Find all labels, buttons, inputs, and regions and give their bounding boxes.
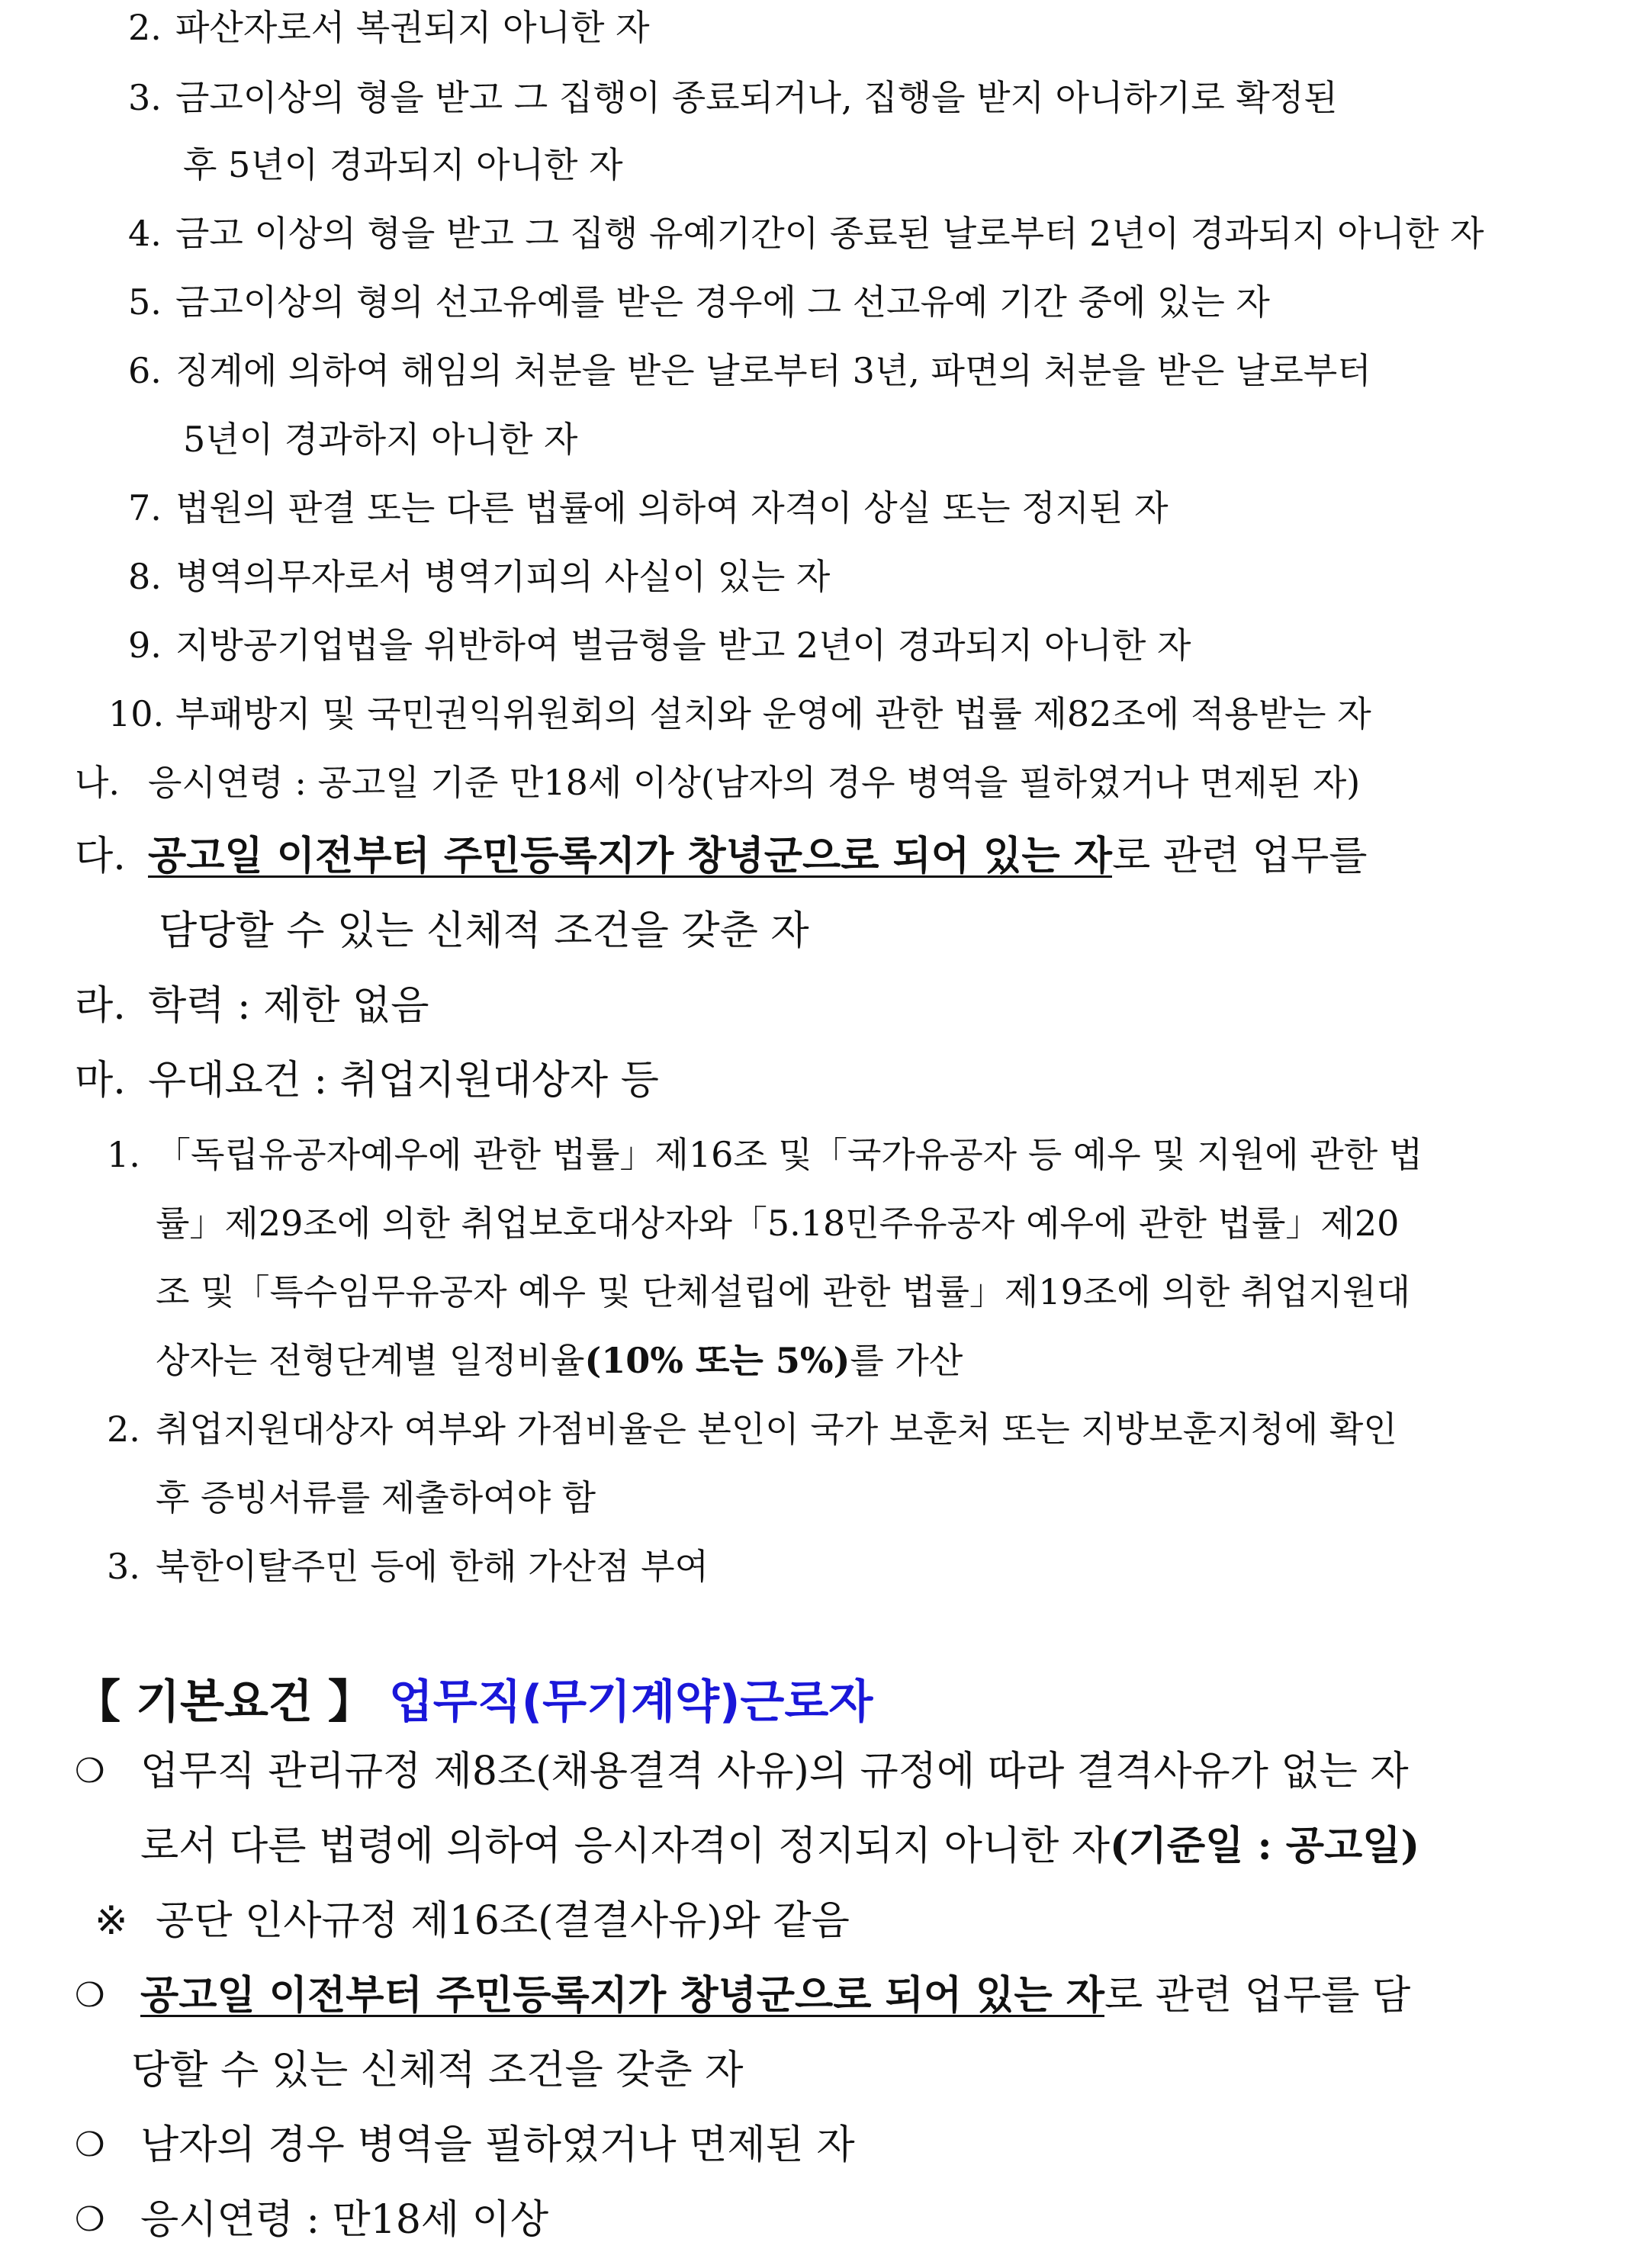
circle-bullet-icon: ❍ <box>75 1976 105 2015</box>
list-item: 6. 징계에 의하여 해임의 처분을 받은 날로부터 3년, 파면의 처분을 받은 날로부터 <box>128 350 1371 391</box>
item-ra: 라. 학력 : 제한 없음 <box>75 983 429 1029</box>
list-item: 8. 병역의무자로서 병역기피의 사실이 있는 자 <box>128 556 831 597</box>
list-item-continuation: 조 및「특수임무유공자 예우 및 단체설립에 관한 법률」제19조에 의한 취업지원대 <box>156 1271 1411 1312</box>
requirement-item: ❍ 공고일 이전부터 주민등록지가 창녕군으로 되어 있는 자 로 관련 업무를 담 <box>75 1971 1410 2021</box>
bracket-close: 】 <box>327 1675 374 1729</box>
list-item-continuation: 후 5년이 경과되지 아니한 자 <box>183 144 623 185</box>
circle-bullet-icon: ❍ <box>75 2125 105 2164</box>
residency-requirement: 공고일 이전부터 주민등록지가 창녕군으로 되어 있는 자 <box>148 833 1112 879</box>
note-item: ※ 공단 인사규정 제16조(결결사유)와 같음 <box>95 1896 850 1946</box>
section-heading <box>75 1672 873 1733</box>
list-item-continuation: 후 증빙서류를 제출하여야 함 <box>156 1477 596 1518</box>
section-subtitle: 업무직(무기계약)근로자 <box>388 1675 873 1729</box>
list-item: 3. 금고이상의 형을 받고 그 집행이 종료되거나, 집행을 받지 아니하기로 확정된 <box>128 77 1338 118</box>
list-item: 9. 지방공기업법을 위반하여 벌금형을 받고 2년이 경과되지 아니한 자 <box>128 625 1191 666</box>
item-ma: 마. 우대요건 : 취업지원대상자 등 <box>75 1058 659 1103</box>
item-na: 나. 응시연령 : 공고일 기준 만18세 이상(남자의 경우 병역을 필하였거나 면제된 자) <box>75 762 1361 803</box>
item-da: 다. 공고일 이전부터 주민등록지가 창녕군으로 되어 있는 자 로 관련 업무를 <box>75 831 1367 882</box>
list-item: 1. 「독립유공자예우에 관한 법률」제16조 및「국가유공자 등 예우 및 지원에 관한 법 <box>107 1134 1423 1175</box>
section-title: 기본요건 <box>136 1675 313 1729</box>
list-item-continuation: 상자는 전형단계별 일정비율 (10% 또는 5%) 를 가산 <box>156 1340 963 1381</box>
list-item-continuation: 률」제29조에 의한 취업보호대상자와「5.18민주유공자 예우에 관한 법률」제20 <box>156 1203 1400 1244</box>
list-item: 2. 취업지원대상자 여부와 가점비율은 본인이 국가 보훈처 또는 지방보훈지청에 확인 <box>107 1409 1397 1450</box>
requirement-item: ❍ 응시연령 : 만18세 이상 <box>75 2195 548 2245</box>
requirement-item: ❍ 업무직 관리규정 제8조(채용결격 사유)의 규정에 따라 결격사유가 없는 자 <box>75 1746 1409 1797</box>
list-item: 7. 법원의 판결 또는 다른 법률에 의하여 자격이 상실 또는 정지된 자 <box>128 487 1169 528</box>
requirement-continuation: 당할 수 있는 신체적 조건을 갖춘 자 <box>131 2048 744 2093</box>
bracket-open: 【 <box>75 1675 121 1729</box>
list-item-continuation: 5년이 경과하지 아니한 자 <box>183 419 578 460</box>
item-da-continuation: 담당할 수 있는 신체적 조건을 갖춘 자 <box>159 908 809 954</box>
list-item: 5. 금고이상의 형의 선고유예를 받은 경우에 그 선고유예 기간 중에 있는 자 <box>128 281 1270 323</box>
circle-bullet-icon: ❍ <box>75 2200 105 2239</box>
circle-bullet-icon: ❍ <box>75 1752 105 1791</box>
requirement-continuation: 로서 다른 법령에 의하여 응시자격이 정지되지 아니한 자 (기준일 : 공고일) <box>140 1823 1420 1869</box>
list-item: 2. 파산자로서 복권되지 아니한 자 <box>128 7 650 48</box>
reference-mark-icon: ※ <box>95 1898 128 1944</box>
list-item: 4. 금고 이상의 형을 받고 그 집행 유예기간이 종료된 날로부터 2년이 경과되지 아니한 자 <box>128 213 1484 254</box>
requirement-item: ❍ 남자의 경우 병역을 필하였거나 면제된 자 <box>75 2120 855 2170</box>
residency-requirement: 공고일 이전부터 주민등록지가 창녕군으로 되어 있는 자 <box>140 1972 1104 2019</box>
list-item: 10. 부패방지 및 국민권익위원회의 설치와 운영에 관한 법률 제82조에 적용받는 자 <box>108 693 1371 734</box>
list-item: 3. 북한이탈주민 등에 한해 가산점 부여 <box>107 1546 709 1587</box>
